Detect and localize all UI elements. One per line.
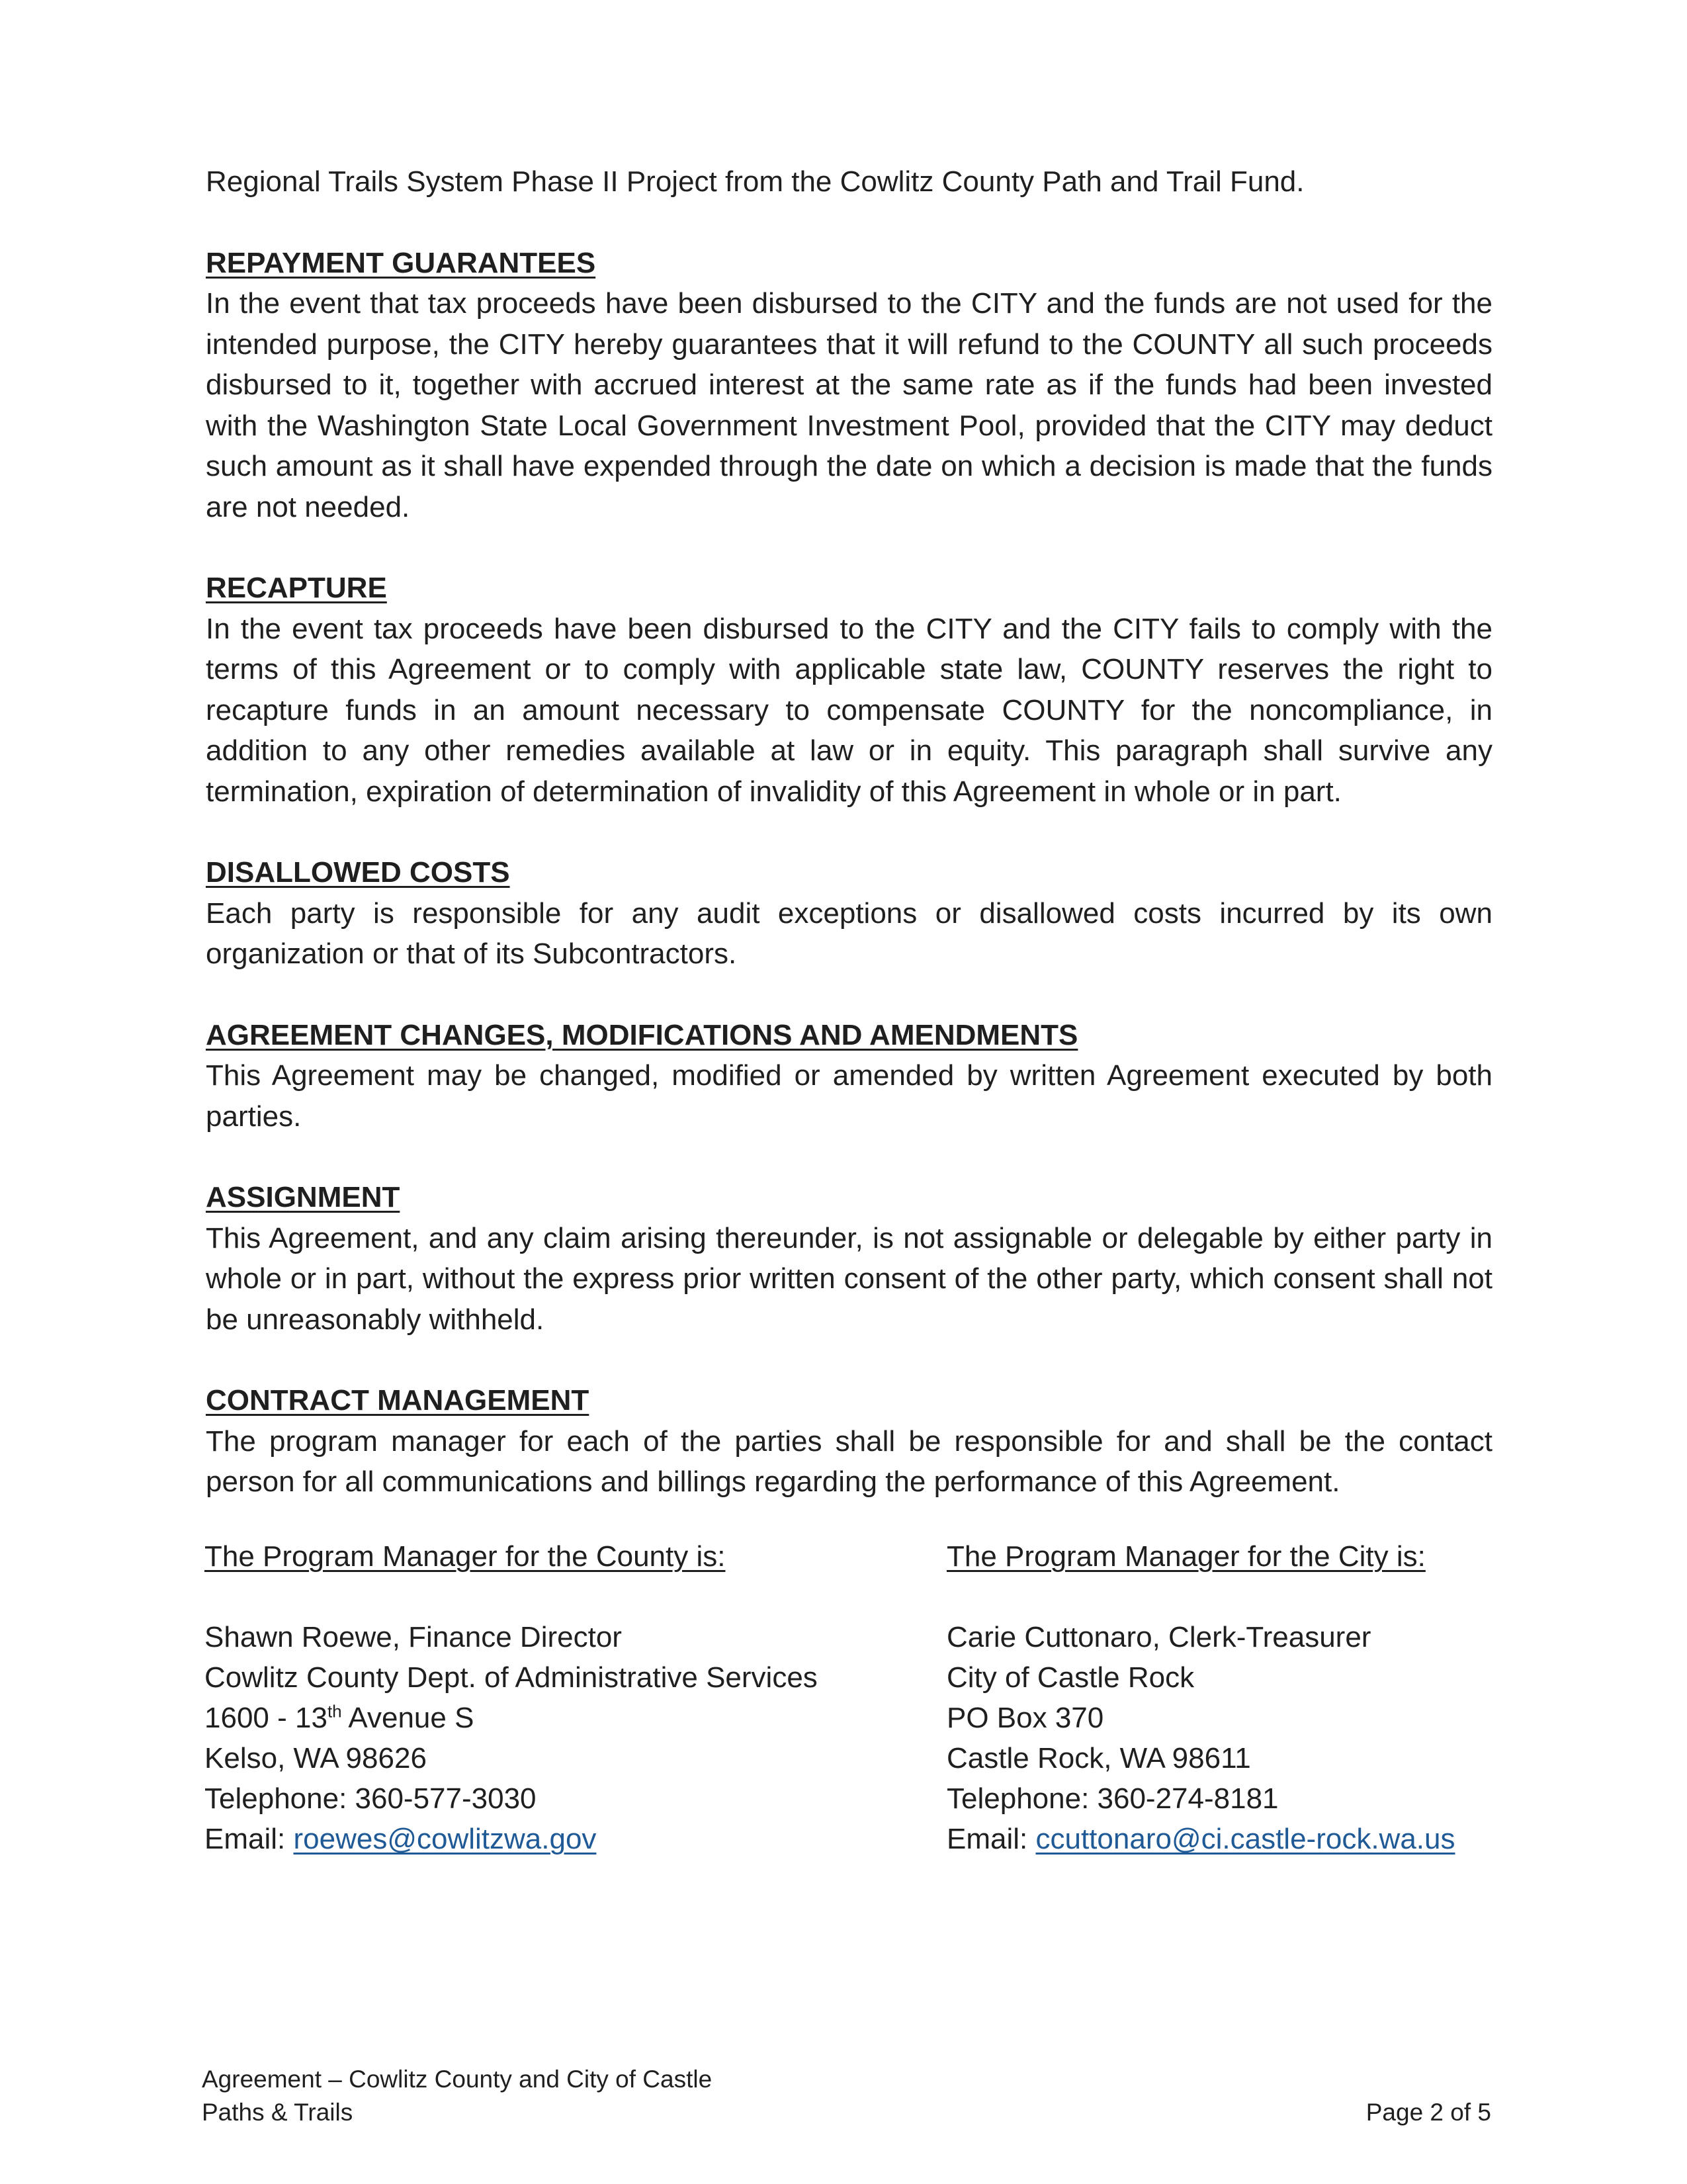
- city-manager-telephone: Telephone: 360-274-8181: [947, 1782, 1279, 1815]
- city-manager-po-box: PO Box 370: [947, 1702, 1104, 1734]
- county-manager-title: The Program Manager for the County is:: [204, 1540, 726, 1573]
- address-street: Avenue S: [341, 1702, 474, 1734]
- footer-line-1: Agreement – Cowlitz County and City of Castle: [202, 2066, 713, 2093]
- county-manager-telephone: Telephone: 360-577-3030: [204, 1782, 537, 1815]
- section-heading: REPAYMENT GUARANTEES: [206, 246, 596, 279]
- section-repayment-guarantees: [206, 243, 1492, 528]
- section-heading: AGREEMENT CHANGES, MODIFICATIONS AND AMENDMENTS: [206, 1018, 1078, 1051]
- section-body: This Agreement, and any claim arising thereunder, is not assignable or delegable by either party in whole or in part, without the express prior written consent of the other party, which consent shall not be unreasonably withheld.: [206, 1221, 1492, 1336]
- city-manager-org: City of Castle Rock: [947, 1661, 1195, 1694]
- section-assignment: [206, 1177, 1492, 1340]
- footer-line-2: Paths & Trails: [202, 2099, 353, 2126]
- address-ordinal: th: [327, 1701, 342, 1722]
- email-label: Email:: [947, 1823, 1036, 1855]
- county-manager-org: Cowlitz County Dept. of Administrative Services: [204, 1661, 818, 1694]
- section-body: The program manager for each of the parties shall be responsible for and shall be the contact person for all communications and billings regarding the performance of this Agreement.: [206, 1424, 1492, 1498]
- section-recapture: [206, 568, 1492, 812]
- section-heading: DISALLOWED COSTS: [206, 856, 510, 889]
- section-disallowed-costs: [206, 852, 1492, 975]
- section-heading: CONTRACT MANAGEMENT: [206, 1384, 589, 1417]
- address-number: 1600 - 13: [204, 1702, 327, 1734]
- page-footer: [202, 2063, 712, 2129]
- city-email-link[interactable]: ccuttonaro@ci.castle-rock.wa.us: [1035, 1823, 1455, 1855]
- section-body: In the event that tax proceeds have been disbursed to the CITY and the funds are not used for the intended purpose, the CITY hereby guarantees that it will refund to the COUNTY all such proceeds disbursed to it, together with accrued interest at the same rate as if the funds had been invested with the Washington State Local Government Investment Pool, provided that the CITY may deduct such amount as it shall have expended through the date on which a decision is made that the funds are not needed.: [206, 287, 1492, 523]
- email-label: Email:: [204, 1823, 294, 1855]
- city-manager-email-line: [947, 1819, 1542, 1859]
- city-manager-name: Carie Cuttonaro, Clerk-Treasurer: [947, 1621, 1371, 1653]
- section-body: This Agreement may be changed, modified or amended by written Agreement executed by both parties.: [206, 1059, 1492, 1133]
- section-contract-management: [206, 1380, 1492, 1503]
- intro-paragraph: Regional Trails System Phase II Project from the Cowlitz County Path and Trail Fund.: [206, 165, 1305, 198]
- section-heading: RECAPTURE: [206, 572, 387, 604]
- county-manager-city: Kelso, WA 98626: [204, 1742, 427, 1774]
- page-number: Page 2 of 5: [1365, 2099, 1491, 2126]
- county-manager-address: [204, 1698, 899, 1738]
- county-manager-email-line: [204, 1819, 899, 1859]
- section-heading: ASSIGNMENT: [206, 1181, 400, 1213]
- section-agreement-changes: [206, 1015, 1492, 1137]
- county-program-manager: [204, 1536, 899, 1859]
- county-manager-name: Shawn Roewe, Finance Director: [204, 1621, 622, 1653]
- city-manager-city: Castle Rock, WA 98611: [947, 1742, 1251, 1774]
- county-email-link[interactable]: roewes@cowlitzwa.gov: [293, 1823, 597, 1855]
- section-body: Each party is responsible for any audit exceptions or disallowed costs incurred by its own organization or that of its Subcontractors.: [206, 896, 1492, 970]
- city-program-manager: [947, 1536, 1542, 1859]
- document-body: [206, 161, 1492, 1503]
- city-manager-title: The Program Manager for the City is:: [947, 1540, 1426, 1573]
- section-body: In the event tax proceeds have been disbursed to the CITY and the CITY fails to comply with the terms of this Agreement or to comply with applicable state law, COUNTY reserves the right to recapture funds in an amount necessary to compensate COUNTY for the noncompliance, in addition to any other remedies available at law or in equity. This paragraph shall survive any termination, expiration of determination of invalidity of this Agreement in whole or in part.: [206, 612, 1492, 808]
